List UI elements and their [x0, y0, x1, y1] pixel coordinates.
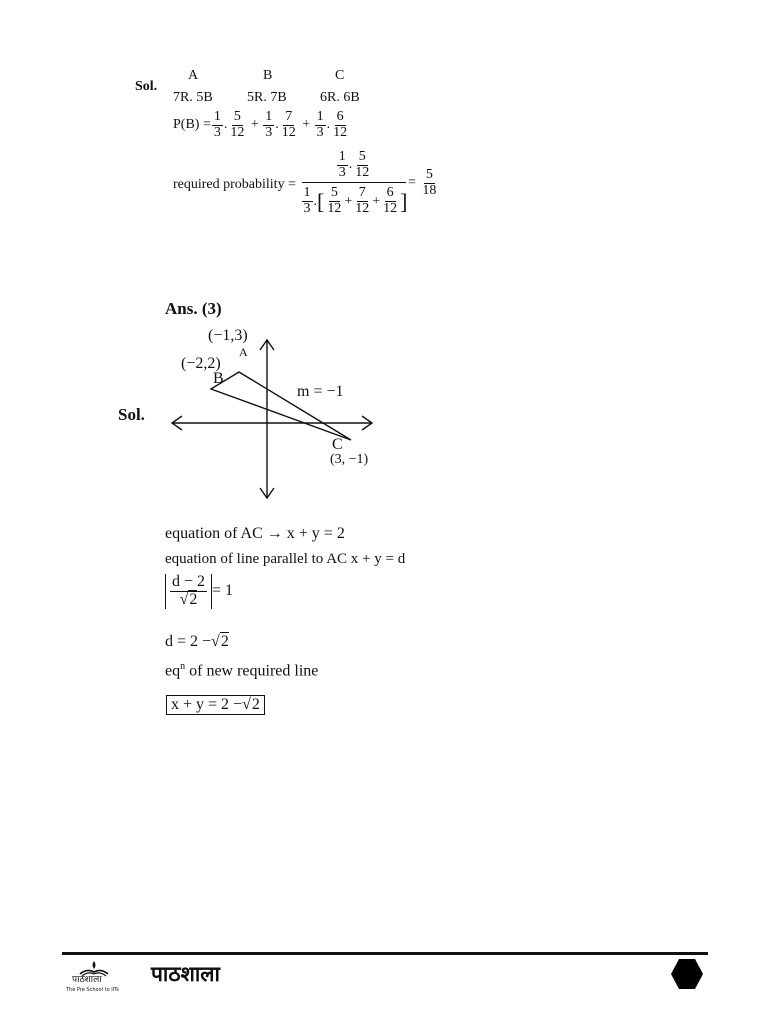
point-c-label: C [332, 436, 343, 453]
point-b-label: B [213, 370, 224, 387]
footer-title: पाठशाला [151, 962, 220, 986]
pb-term-2-a: $\frac{1}{3}$ [265, 109, 273, 140]
pb-term-2-b: $\frac{7}{12}$ [281, 109, 296, 140]
point-b-coord: (−2,2) [181, 355, 221, 372]
page-number-hexagon-icon [670, 958, 704, 990]
pb-term-3-a: $\frac{1}{3}$ [316, 109, 324, 140]
new-line-label: $eq^n$ of new required line [165, 661, 319, 680]
point-a-label: A [239, 345, 248, 359]
answer-label: Ans. (3) [165, 299, 222, 318]
logo-small-word: पाठशाला [72, 975, 102, 985]
urn-header-c: C [335, 68, 345, 83]
urn-content-a: 7R. 5B [173, 90, 213, 105]
urn-header-b: B [263, 68, 273, 83]
pb-equation: P(B) = $\frac{1}{3}$ . $\frac{5}{12}$ + $\frac{1}{3}$ . $\frac{7}{12}$ + $\frac{1}{3}$ . $\frac{6}{12}$ [173, 109, 348, 140]
footer-logo [66, 958, 122, 1000]
req-prob-fraction [302, 150, 406, 217]
slope-label: m = −1 [297, 383, 344, 400]
d-value: d = 2 −√2 [165, 633, 229, 650]
absolute-value: $\frac{d - 2}{√2}$ [165, 574, 212, 609]
distance-equation: $\frac{d - 2}{√2}$ = 1 [165, 574, 233, 609]
sol-label-2: Sol. [118, 405, 145, 424]
pb-term-1-a: $\frac{1}{3}$ [213, 109, 221, 140]
urn-content-b: 5R. 7B [247, 90, 287, 105]
equation-parallel: equation of line parallel to AC x + y = d [165, 551, 406, 567]
pb-prefix: P(B) = [173, 117, 211, 133]
point-c-coord: (3, −1) [330, 452, 369, 467]
req-prob-denominator: $\frac{1}{3}$ . [ $\frac{5}{12}$ + $\frac{7}{12}$ + $\frac{6}{12}$ ] [302, 182, 406, 216]
pb-term-3-b: $\frac{6}{12}$ [333, 109, 348, 140]
req-prob-result: = $\frac{5}{18}$ [408, 167, 437, 198]
urn-header-a: A [188, 68, 199, 83]
req-prob-label: required probability = [173, 177, 296, 192]
urn-content-c: 6R. 6B [320, 90, 360, 105]
logo-tagline: The Pre School to IITs [66, 987, 120, 993]
pb-term-1-b: $\frac{5}{12}$ [230, 109, 245, 140]
equation-ac: equation of AC → x + y = 2 [165, 525, 345, 542]
req-prob-numerator: $\frac{1}{3}$ . $\frac{5}{12}$ [338, 149, 370, 180]
final-answer-box: x + y = 2 −√2 [166, 695, 265, 715]
footer-divider [62, 952, 708, 955]
sol-label: Sol. [135, 79, 158, 94]
point-a-coord: (−1,3) [208, 327, 248, 344]
